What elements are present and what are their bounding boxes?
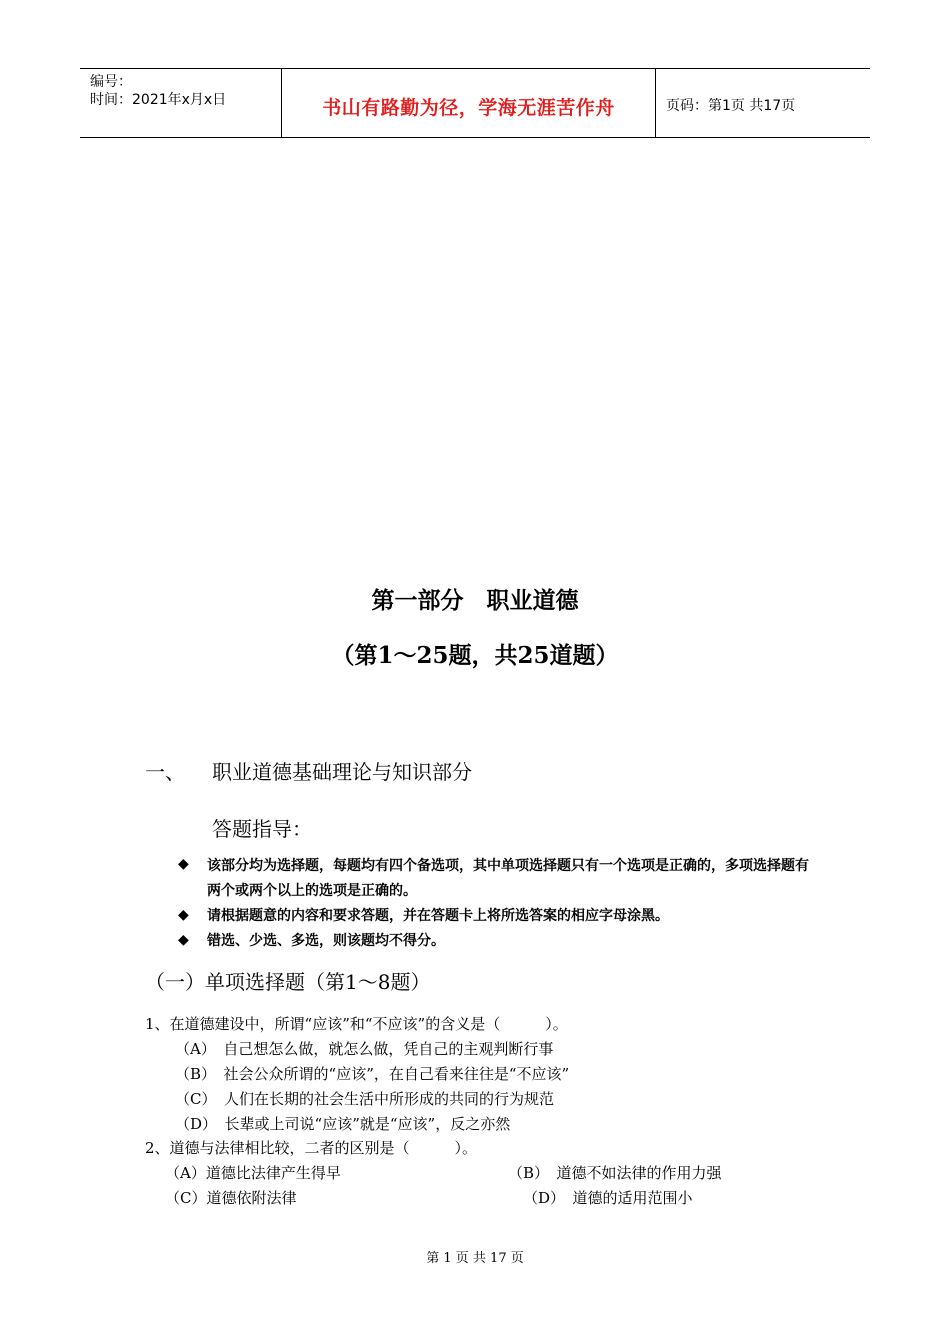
- header-motto-cell: [282, 69, 656, 137]
- motto: 书山有路勤为径，学海无涯苦作舟: [322, 97, 615, 119]
- question-option: （C） 人们在长期的社会生活中所形成的共同的行为规范: [175, 1090, 554, 1108]
- document-header: [80, 68, 870, 138]
- bullet-icon: ◆: [178, 907, 189, 923]
- serial-label: 编号：: [90, 74, 132, 90]
- time-label: 时间：2021年x月x日: [90, 92, 227, 108]
- question-option: （D） 长辈或上司说“应该”就是“应该”，反之亦然: [175, 1115, 511, 1133]
- bullet-icon: ◆: [178, 856, 189, 872]
- section-number: 一、: [145, 760, 185, 784]
- page-footer: 第 1 页 共 17 页: [426, 1251, 524, 1266]
- guidance-heading: 答题指导：: [212, 817, 312, 841]
- question-stem: 1、在道德建设中，所谓“应该”和“不应该”的含义是（ ）。: [145, 1015, 568, 1033]
- guidance-item: 错选、少选、多选，则该题均不得分。: [207, 933, 445, 949]
- header-page-info: 页码：第1页 共17页: [666, 98, 796, 114]
- header-page-cell: [656, 69, 870, 137]
- guidance-item: 该部分均为选择题，每题均有四个备选项，其中单项选择题只有一个选项是正确的，多项选择题有两个或两个以上的选项是正确的。: [207, 858, 809, 899]
- section-title: 职业道德基础理论与知识部分: [212, 760, 472, 784]
- subsection-title: （一）单项选择题（第1～8题）: [145, 970, 431, 994]
- guidance-item: 请根据题意的内容和要求答题，并在答题卡上将所选答案的相应字母涂黑。: [207, 908, 669, 924]
- header-meta-cell: [80, 69, 282, 137]
- part-subtitle: （第1～25题，共25道题）: [331, 642, 619, 669]
- part-title: 第一部分 职业道德: [371, 587, 579, 614]
- question-stem: 2、道德与法律相比较，二者的区别是（ ）。: [145, 1139, 478, 1157]
- question-option: （A）道德比法律产生得早: [165, 1164, 341, 1182]
- question-option: （A） 自己想怎么做，就怎么做，凭自己的主观判断行事: [175, 1040, 554, 1058]
- question-option: （D） 道德的适用范围小: [523, 1189, 693, 1207]
- bullet-icon: ◆: [178, 932, 189, 948]
- question-option: （B） 社会公众所谓的“应该”，在自己看来往往是“不应该”: [175, 1065, 570, 1083]
- question-option: （C）道德依附法律: [165, 1189, 297, 1207]
- question-option: （B） 道德不如法律的作用力强: [508, 1164, 722, 1182]
